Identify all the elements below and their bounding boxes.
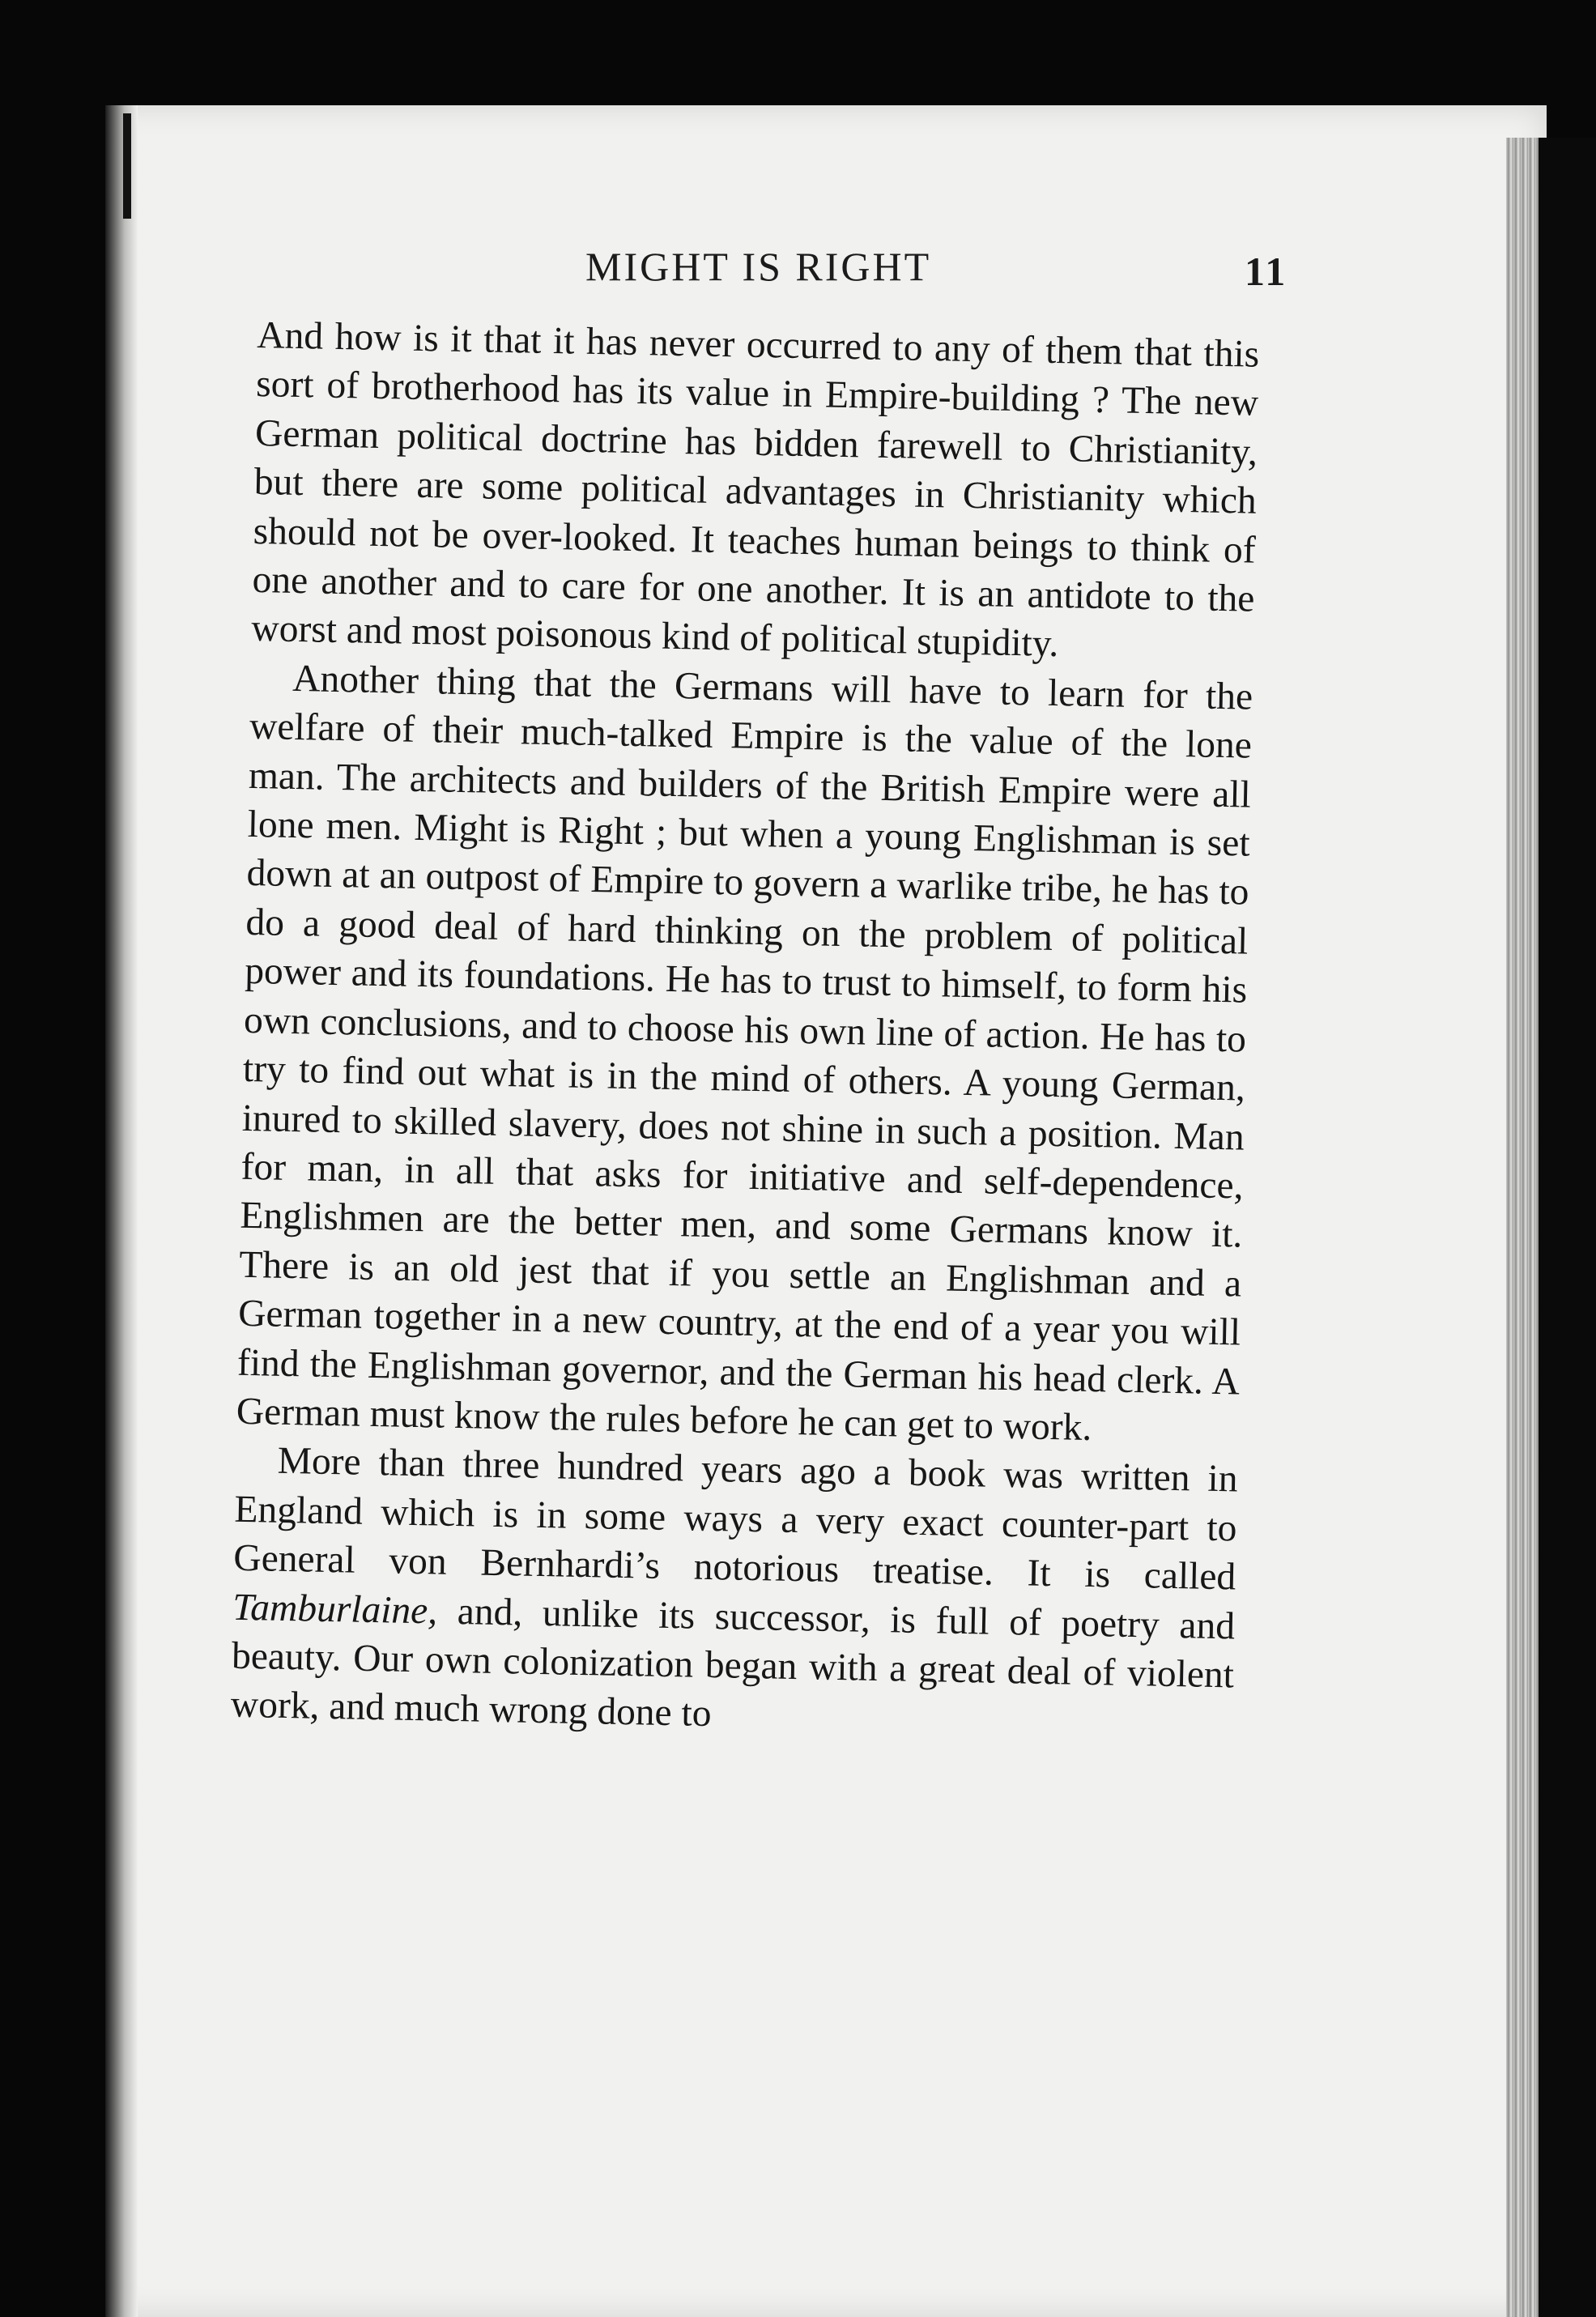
binding-mark: [123, 113, 131, 219]
paragraph: And how is it that it has never occurred to any of them that this sort of brotherhood has its value in Empire-building ? The new German political doctrine has bidden farewell to Christianity, but there are some political advantages in Christianity which should not be over-looked. It teaches human beings to think of one another and to care for one another. It is an antidote to the worst and most poisonous kind of political stupidity.: [250, 313, 1260, 666]
paragraph-text: More than three hundred years ago a book was written in England which is in some ways a very exact counter-part to General von Bernhardi’s notorious treatise. It is called: [232, 1440, 1239, 1599]
page-binding-shadow: [105, 105, 138, 2317]
paragraph: [230, 1436, 1238, 1748]
page-number: 11: [1245, 249, 1288, 294]
scan-border-right: [1539, 138, 1596, 2317]
body-text: [230, 311, 1259, 1748]
running-title: MIGHT IS RIGHT: [585, 244, 932, 289]
paragraph-text: and, unlike its successor, is full of poetry and beauty. Our own colonization began with a great deal of violent work, and much wrong done to: [230, 1590, 1236, 1736]
book-title: Tamburlaine,: [232, 1586, 438, 1633]
paragraph: Another thing that the Germans will have to learn for the welfare of their much-talked Empire is the value of the lone man. The architects and builders of the British Empire were all lone men. Might is Right ; but when a young Englishman is set down at an outpost of Empire to govern a warlike tribe, he has to do a good deal of hard thinking on the problem of political power and its foundations. He has to trust to himself, to form his own conclusions, and to choose his own line of action. He has to try to find out what is in the mind of others. A young German, inured to skilled slavery, does not shine in such a position. Man for man, in all that asks for initiative and self-dependence, Englishmen are the better men, and some Germans know it. There is an old jest that if you settle an Englishman and a German together in a new country, at the end of a year you will find the Englishman governor, and the German his head clerk. A German must know the rules before he can get to work.: [236, 657, 1253, 1449]
